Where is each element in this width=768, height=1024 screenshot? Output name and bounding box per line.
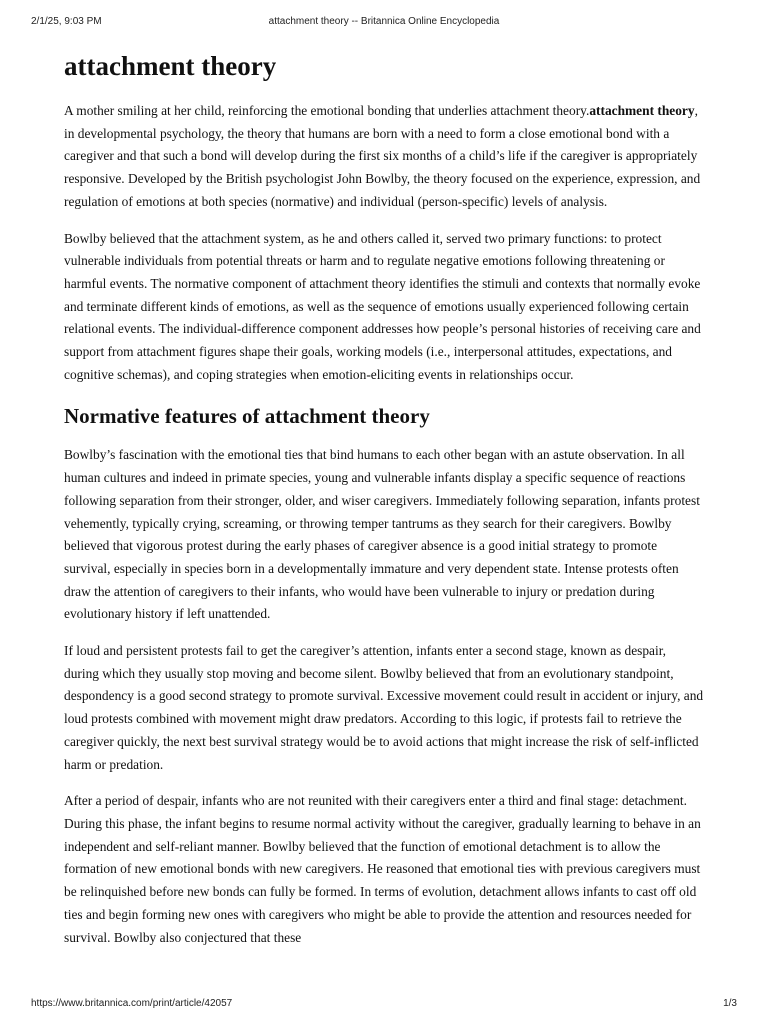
paragraph-detachment: After a period of despair, infants who are not reunited with their caregivers enter a third and final stage: detachment. During this phase, the infant begins to resume normal activity without the caregiver, gradually learning to behave in an independent and self-reliant manner. Bowlby believed that the function of emotional detachment is to allow the formation of new emotional bonds with new caregivers. He reasoned that emotional ties with previous caregivers must be relinquished before new bonds can fully be formed. In terms of evolution, detachment allows infants to cast off old ties and begin forming new ones with caregivers who might be able to provide the attention and resources needed for survival. Bowlby also conjectured that these xyxy=(64,793,701,945)
print-footer xyxy=(31,998,737,1012)
paragraph-protest: Bowlby’s fascination with the emotional ties that bind humans to each other began with an astute observation. In all human cultures and indeed in primate species, young and vulnerable infants display a specific sequence of reactions following separation from their stronger, older, and wiser caregivers. Immediately following separation, infants protest vehemently, typically crying, screaming, or throwing temper tantrums as they search for their caregivers. Bowlby believed that vigorous protest during the early phases of caregiver absence is a good initial strategy to promote survival, especially in species born in a developmentally immature and very dependent state. Intense protests often draw the attention of caregivers to their infants, who would have been vulnerable to injury or predation during evolutionary history if left unattended. xyxy=(64,447,700,622)
intro-text: , in developmental psychology, the theory that humans are born with a need to form a close emotional bond with a caregiver and that such a bond will develop during the first six months of a child’s life if the caregiver is appropriately responsive. Developed by the British psychologist John Bowlby, the theory focused on the experience, expression, and regulation of emotions at both species (normative) and individual (person-specific) levels of analysis. xyxy=(64,103,701,209)
print-url: https://www.britannica.com/print/article/42057 xyxy=(31,998,233,1009)
print-page-title: attachment theory -- Britannica Online Encyclopedia xyxy=(268,16,500,27)
paragraph-despair: If loud and persistent protests fail to get the caregiver’s attention, infants enter a second stage, known as despair, during which they usually stop moving and become silent. Bowlby believed that from an evolutionary standpoint, despondency is a good second strategy to promote survival. Excessive movement could result in accident or injury, and loud protests combined with movement might draw predators. According to this logic, if protests fail to retrieve the caregiver quickly, the next best survival strategy would be to avoid actions that might increase the risk of self-inflicted harm or predation. xyxy=(64,643,704,772)
article-title: attachment theory xyxy=(64,51,277,81)
paragraph-functions: Bowlby believed that the attachment system, as he and others called it, served two primary functions: to protect vulnerable individuals from potential threats or harm and to regulate negative emotions following threatening or harmful events. The normative component of attachment theory identifies the stimuli and contexts that normally evoke and terminate different kinds of emotions, as well as the sequence of emotions usually experienced following certain relational events. The individual-difference component addresses how people’s personal histories of receiving care and support from attachment figures shape their goals, working models (i.e., interpersonal attitudes, expectations, and cognitive schemas), and coping strategies when emotion-eliciting events in relationships occur. xyxy=(64,230,701,382)
print-header xyxy=(31,16,737,30)
page-counter: 1/3 xyxy=(723,998,737,1009)
section-heading: Normative features of attachment theory xyxy=(64,404,430,429)
article-body xyxy=(64,46,704,949)
print-datetime: 2/1/25, 9:03 PM xyxy=(31,16,102,27)
intro-paragraph xyxy=(64,100,704,214)
article-term: attachment theory xyxy=(589,103,695,118)
image-caption: A mother smiling at her child, reinforcing the emotional bonding that underlies attachment theory. xyxy=(64,103,590,118)
